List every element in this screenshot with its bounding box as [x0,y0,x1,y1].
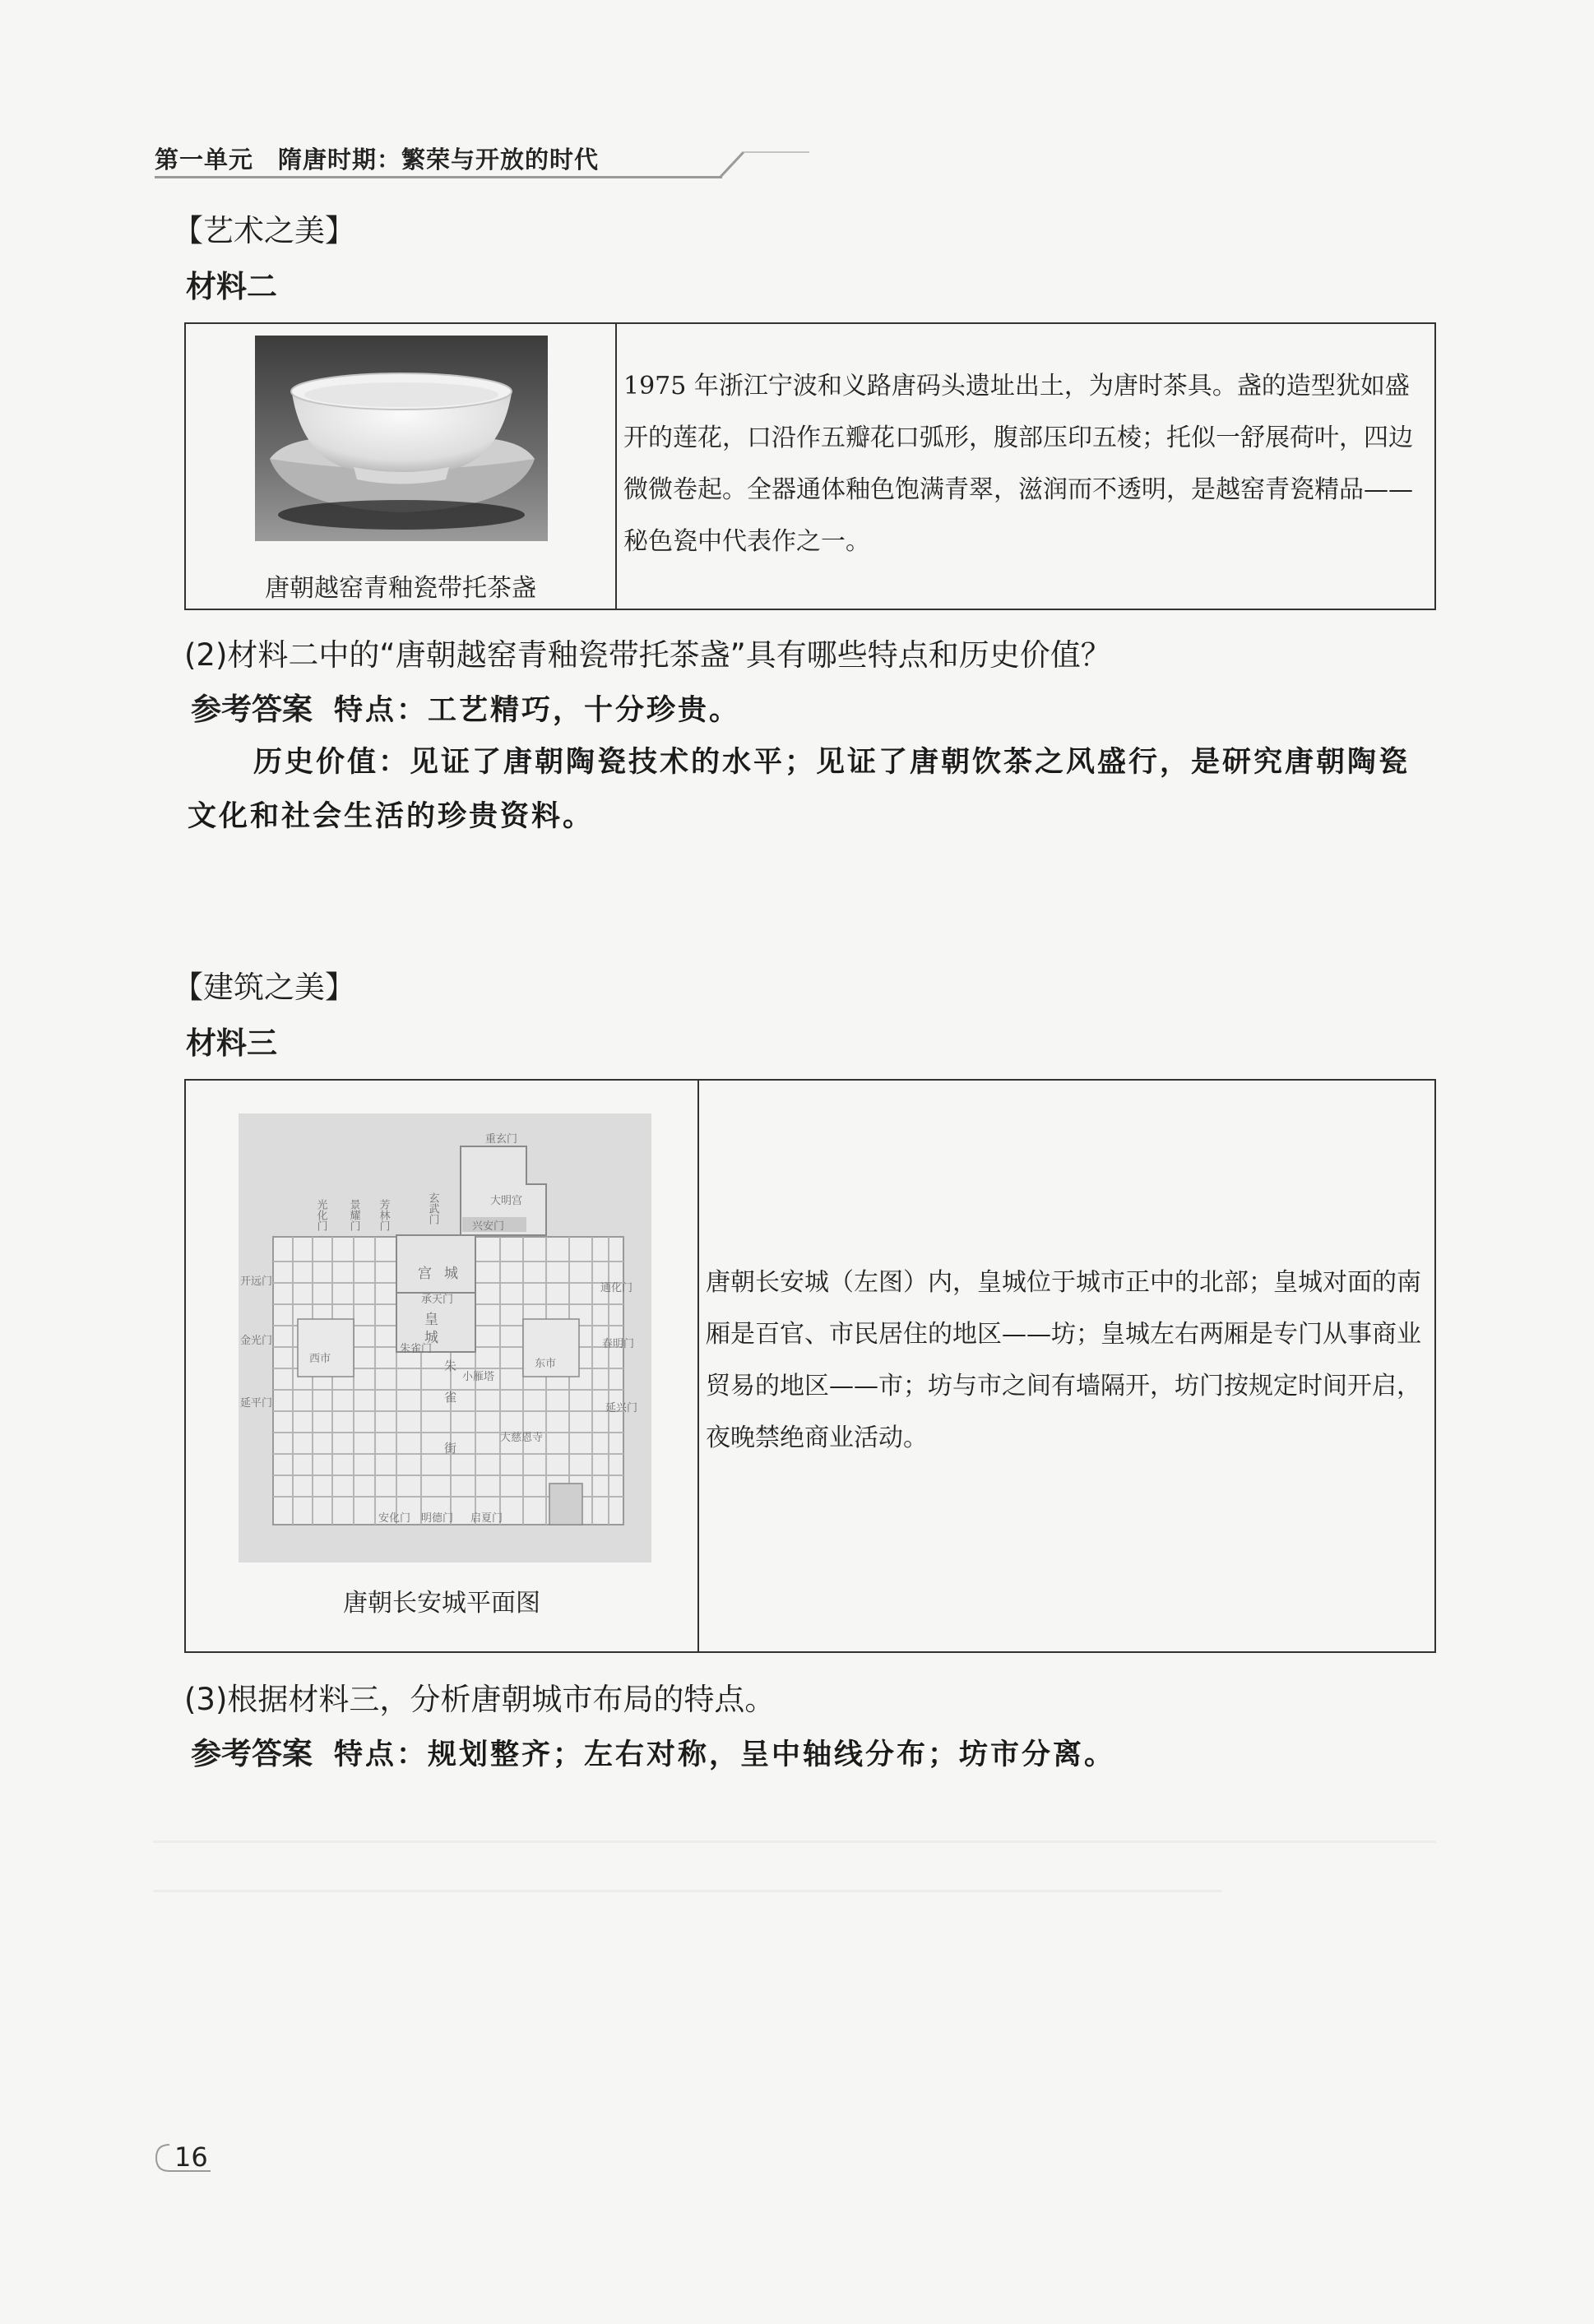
map-label-fanglin: 芳林门 [377,1199,390,1231]
map-label-anhua: 安化门 [378,1512,411,1525]
material-3-divider [697,1081,699,1651]
map-label-daming: 大明宫 [490,1195,523,1207]
material-label-3: 材料三 [186,1025,277,1061]
map-label-xiaoyanta: 小雁塔 [462,1371,495,1383]
material-2-divider [615,324,617,609]
answer-3-label: 参考答案 [191,1736,313,1771]
tea-bowl-photo [255,336,548,541]
answer-2-features: 特点：工艺精巧，十分珍贵。 [334,693,741,727]
map-label-zhuque-gate: 朱雀门 [400,1343,433,1355]
map-label-chongxuan: 重玄门 [485,1133,518,1146]
map-label-mingde: 明德门 [421,1512,454,1525]
map-label-qixia: 启夏门 [470,1512,503,1525]
map-label-dongshi: 东市 [535,1358,557,1370]
map-label-yanping: 延平门 [240,1397,273,1410]
answer-2-line [191,684,740,729]
map-label-zhu: 朱 [444,1359,457,1373]
map-label-cheng: 城 [444,1266,458,1282]
answer-3-line [191,1729,1115,1773]
header-unit: 第一单元 [155,146,254,174]
material-label-2: 材料二 [186,269,277,304]
question-2: (2)材料二中的“唐朝越窑青釉瓷带托茶盏”具有哪些特点和历史价值？ [184,637,1111,673]
material-2-text: 1975 年浙江宁波和义路唐码头遗址出土，为唐时茶具。盏的造型犹如盛开的莲花，口沿作五瓣花口弧形，腹部压印五棱；托似一舒展荷叶，四边微微卷起。全器通体釉色饱满青翠，滋润而不透明，是越窑青瓷精品——秘色瓷中代表作之一。 [623,372,1413,556]
page-number-text: 16 [174,2141,208,2173]
material-2-caption: 唐朝越窑青釉瓷带托茶盏 [265,574,536,603]
map-label-dacien: 大慈恩寺 [500,1432,544,1444]
map-label-que: 雀 [444,1390,457,1405]
section-title-art: 【艺术之美】 [173,213,355,248]
map-label-xuanwu: 玄武门 [426,1192,439,1224]
header-text [155,141,599,175]
map-label-jie: 街 [444,1441,457,1456]
map-label-gong: 宫 [418,1266,432,1282]
question-3: (3)根据材料三，分析唐朝城市布局的特点。 [184,1682,776,1717]
material-3-box [184,1079,1436,1653]
answer-2-value: 历史价值：见证了唐朝陶瓷技术的水平；见证了唐朝饮茶之风盛行，是研究唐朝陶瓷文化和社会生活的珍贵资料。 [188,745,1411,833]
answer-2-label: 参考答案 [191,692,313,727]
map-label-jingyao: 景耀门 [347,1199,360,1231]
material-2-box [184,322,1436,610]
bleed-through-line [153,1890,1222,1892]
map-label-kaiyuan: 开远门 [240,1275,273,1288]
material-3-text: 唐朝长安城（左图）内，皇城位于城市正中的北部；皇城对面的南厢是百官、市民居住的地区——坊；皇城左右两厢是专门从事商业贸易的地区——市；坊与市之间有墙隔开，坊门按规定时间开启，夜晚禁绝商业活动。 [706,1268,1421,1452]
map-label-yanxing: 延兴门 [605,1402,638,1414]
running-header [155,138,895,181]
map-label-tonghua: 通化门 [600,1282,633,1294]
map-label-jinguang: 金光门 [240,1335,273,1347]
material-3-caption: 唐朝长安城平面图 [343,1589,540,1618]
bleed-through-line [153,1840,1436,1843]
changan-map [239,1113,651,1562]
header-decoration [719,150,809,178]
section-title-architecture: 【建筑之美】 [173,970,355,1005]
map-label-chunming: 春明门 [602,1338,635,1350]
map-label-xishi: 西市 [309,1353,331,1365]
page-number [153,2138,219,2179]
map-label-chengtian: 承天门 [421,1294,454,1306]
answer-3-features: 特点：规划整齐；左右对称，呈中轴线分布；坊市分离。 [334,1738,1116,1771]
map-label-huang: 皇 [424,1312,438,1328]
map-label-huangcheng: 城 [424,1330,438,1346]
map-label-xingan: 兴安门 [472,1220,505,1233]
header-title: 隋唐时期：繁荣与开放的时代 [278,146,600,174]
map-label-guanghua: 光化门 [314,1199,327,1231]
header-rule [155,176,722,178]
